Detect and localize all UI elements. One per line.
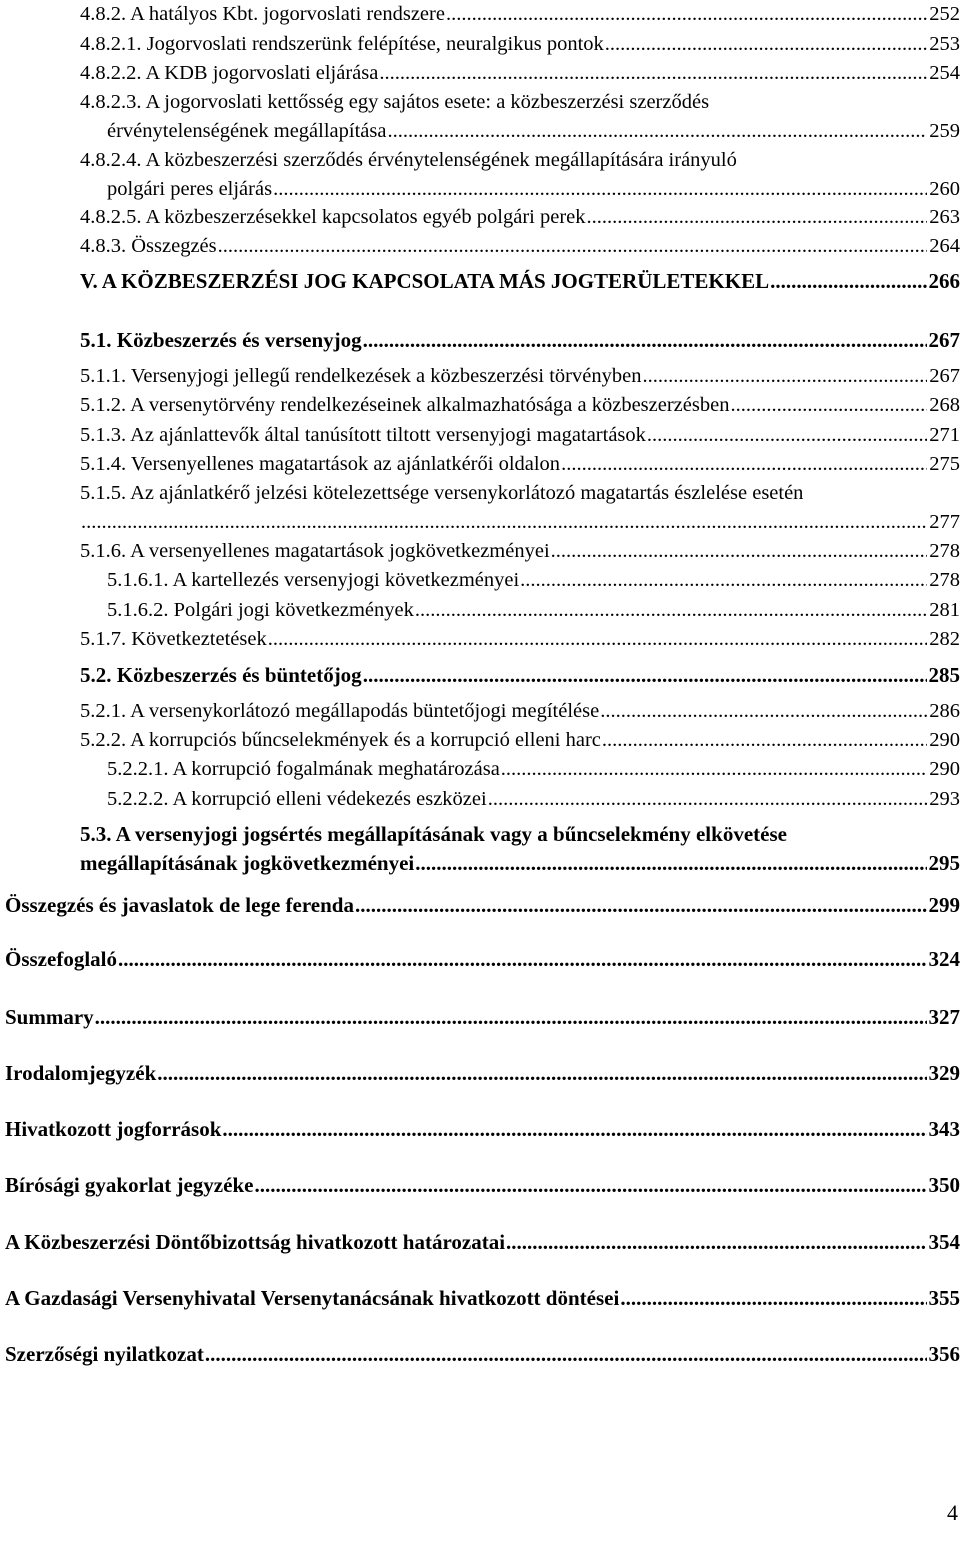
toc-entry[interactable] [0,820,960,878]
toc-entry[interactable] [0,362,960,391]
toc-entry-title: A Gazdasági Versenyhivatal Versenytanácsának hivatkozott döntései [5,1286,620,1310]
toc-entry[interactable] [0,726,960,755]
toc-entry-title: Summary [5,1005,94,1029]
toc-entry-title: 5.2.2.1. A korrupció fogalmának meghatározása [107,758,500,780]
toc-entry-title: Szerzőségi nyilatkozat [5,1342,204,1366]
toc-entry-title: polgári peres eljárás [107,178,273,200]
toc-entry[interactable] [0,267,960,296]
toc-entry-page: 356 [928,1342,960,1366]
dot-leader [642,362,927,391]
dot-leader [602,726,927,755]
toc-entry-page: 299 [928,893,960,917]
dot-leader [222,1115,926,1144]
toc-entry-page: 285 [928,663,960,687]
dot-leader [587,203,928,232]
dot-leader [561,450,927,479]
toc-entry-title: Irodalomjegyzék [5,1061,157,1085]
toc-entry-title: érvénytelenségének megállapítása [107,120,387,142]
toc-entry[interactable] [0,625,960,654]
toc-entry-page: 266 [928,269,960,293]
dot-leader [520,566,927,595]
toc-entry-page: 253 [929,33,960,55]
toc-entry-title: 5.1.1. Versenyjogi jellegű rendelkezések a közbeszerzési törvényben [80,365,642,387]
toc-entry-page: 324 [928,947,960,971]
toc-entry-title: 5.2.2.2. A korrupció elleni védekezés eszközei [107,788,487,810]
toc-entry-page: 295 [928,851,960,875]
dot-leader [118,945,927,974]
dot-leader [506,1228,926,1257]
dot-leader [379,59,927,88]
toc-entry-title: 4.8.2.1. Jogorvoslati rendszerünk felépítése, neuralgikus pontok [80,33,604,55]
toc-entry-title-first-line: 4.8.2.4. A közbeszerzési szerződés érvénytelenségének megállapítására irányuló [80,149,737,171]
dot-leader [730,391,927,420]
toc-entry-title: V. A KÖZBESZERZÉSI JOG KAPCSOLATA MÁS JOGTERÜLETEKKEL [80,269,770,293]
toc-entry-title: 5.1.6.2. Polgári jogi következmények [107,599,414,621]
dot-leader [95,1003,927,1032]
toc-entry-page: 277 [929,511,960,533]
toc-entry-title: 5.2.1. A versenykorlátozó megállapodás büntetőjogi megítélése [80,700,600,722]
toc-entry-page: 290 [929,758,960,780]
toc-entry-title: 4.8.2.2. A KDB jogorvoslati eljárása [80,62,379,84]
dot-leader [157,1059,926,1088]
toc-entry[interactable] [0,661,960,690]
dot-leader [254,1171,926,1200]
toc-entry[interactable] [0,421,960,450]
dot-leader [600,697,927,726]
toc-entry[interactable] [0,697,960,726]
toc-entry[interactable] [0,1340,960,1369]
dot-leader [387,117,927,146]
toc-entry-title: 5.1.6. A versenyellenes magatartások jogkövetkezményei [80,540,550,562]
dot-leader [415,849,926,878]
toc-entry[interactable] [0,59,960,88]
toc-entry-page: 355 [928,1286,960,1310]
toc-entry[interactable] [0,232,960,261]
toc-entry-title: 5.2. Közbeszerzés és büntetőjog [80,663,362,687]
toc-entry-page: 286 [929,700,960,722]
toc-entry[interactable] [0,0,960,29]
toc-entry-page: 278 [929,569,960,591]
dot-leader [218,232,928,261]
toc-entry[interactable] [0,1059,960,1088]
toc-entry[interactable] [0,203,960,232]
toc-entry-page: 271 [929,424,960,446]
toc-entry[interactable] [0,1115,960,1144]
toc-entry-page: 275 [929,453,960,475]
toc-entry-title-first-line: 5.3. A versenyjogi jogsértés megállapításának vagy a bűncselekmény elkövetése [80,822,787,846]
toc-entry[interactable] [0,479,960,537]
dot-leader [363,661,927,690]
toc-entry[interactable] [0,391,960,420]
toc-entry-page: 268 [929,394,960,416]
dot-leader [273,175,927,204]
page-number: 4 [947,1500,958,1525]
dot-leader [446,0,927,29]
toc-entry-title: 5.1.6.1. A kartellezés versenyjogi következményei [107,569,520,591]
toc-entry-title: 5.1.3. Az ajánlattevők által tanúsított tiltott versenyjogi magatartások [80,424,646,446]
toc-entry-title: Összefoglaló [5,947,117,971]
toc-entry-title: A Közbeszerzési Döntőbizottság hivatkozott határozatai [5,1230,506,1254]
toc-entry-page: 267 [929,365,960,387]
toc-entry-page: 282 [929,628,960,650]
dot-leader [605,30,927,59]
toc-entry-page: 350 [928,1173,960,1197]
dot-leader [81,508,927,537]
toc-entry-page: 254 [929,62,960,84]
dot-leader [501,755,927,784]
dot-leader [647,421,927,450]
dot-leader [415,596,927,625]
dot-leader [488,785,928,814]
dot-leader [355,891,927,920]
toc-entry-title: 5.2.2. A korrupciós bűncselekmények és a korrupció elleni harc [80,729,601,751]
toc-entry[interactable] [0,891,960,920]
toc-entry-title: 5.1.2. A versenytörvény rendelkezéseinek alkalmazhatósága a közbeszerzésben [80,394,730,416]
toc-entry-page: 278 [929,540,960,562]
toc-entry-title: 4.8.2.5. A közbeszerzésekkel kapcsolatos egyéb polgári perek [80,206,586,228]
toc-entry[interactable] [0,596,960,625]
toc-entry-title: 4.8.2. A hatályos Kbt. jogorvoslati rendszere [80,3,445,25]
toc-entry-title: Bírósági gyakorlat jegyzéke [5,1173,254,1197]
toc-entry-title: 5.1. Közbeszerzés és versenyjog [80,328,362,352]
toc-entry-page: 260 [929,178,960,200]
toc-entry-title: Hivatkozott jogforrások [5,1117,222,1141]
toc-entry-title-first-line: 4.8.2.3. A jogorvoslati kettősség egy sajátos esete: a közbeszerzési szerződés [80,91,710,113]
toc-entry-page: 267 [928,328,960,352]
toc-entry-page: 293 [929,788,960,810]
toc-entry-page: 252 [929,3,960,25]
dot-leader [268,625,928,654]
toc-entry[interactable] [0,1228,960,1257]
toc-entry-title-first-line: 5.1.5. Az ajánlatkérő jelzési kötelezettsége versenykorlátozó magatartás észlelése esetén [80,482,804,504]
toc-entry[interactable] [0,945,960,974]
toc-entry[interactable] [0,785,960,814]
dot-leader [551,537,928,566]
toc-entry-title: 4.8.3. Összegzés [80,235,217,257]
dot-leader [205,1340,927,1369]
toc-entry-page: 290 [929,729,960,751]
toc-entry-title: megállapításának jogkövetkezményei [80,851,415,875]
toc-entry[interactable] [0,326,960,355]
toc-entry[interactable] [0,1171,960,1200]
toc-entry-title: 5.1.7. Következtetések [80,628,267,650]
toc-entry-page: 281 [929,599,960,621]
toc-entry-page: 343 [928,1117,960,1141]
toc-entry[interactable] [0,146,960,204]
toc-entry-page: 354 [928,1230,960,1254]
toc-entry-page: 259 [929,120,960,142]
toc-entry[interactable] [0,1284,960,1313]
toc-entry[interactable] [0,537,960,566]
toc-entry-page: 264 [929,235,960,257]
toc-entry-page: 329 [928,1061,960,1085]
dot-leader [620,1284,926,1313]
toc-entry[interactable] [0,755,960,784]
toc-entry-page: 263 [929,206,960,228]
toc-entry[interactable] [0,566,960,595]
toc-entry[interactable] [0,1003,960,1032]
dot-leader [770,267,926,296]
toc-entry-page: 327 [928,1005,960,1029]
toc-entry[interactable] [0,88,960,146]
toc-entry[interactable] [0,450,960,479]
toc-entry[interactable] [0,30,960,59]
toc-entry-title: Összegzés és javaslatok de lege ferenda [5,893,354,917]
dot-leader [363,326,927,355]
toc-entry-title: 5.1.4. Versenyellenes magatartások az ajánlatkérői oldalon [80,453,561,475]
